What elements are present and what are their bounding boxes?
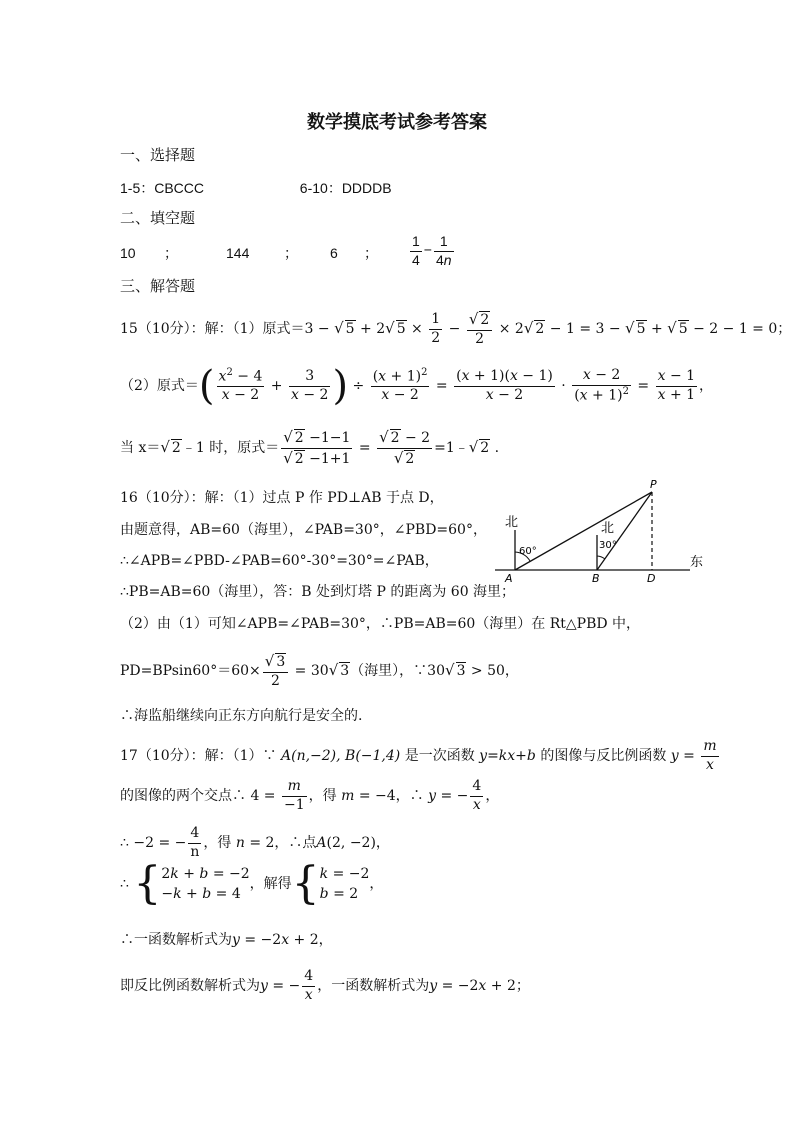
point-label-d: D (647, 572, 656, 585)
q17-inverse-fn: y = $\frac{m}{x}$ (670, 738, 717, 773)
q17-l4-sys2: {k = −2 b = 2， (291, 858, 384, 909)
east-label: 东 (690, 555, 704, 570)
q16-line-3: ∴∠APB=∠PBD-∠PAB=60°-30°=30°=∠PAB， (120, 553, 439, 569)
q17-line-1 (120, 738, 721, 774)
q17-l2-mid: ，得 (308, 788, 337, 804)
q15-formula-3: $\frac{√ 2 -1-1}{√ 2 -1+1}$ = $\frac{√ 2 - 2}{√ 2}$ (283, 428, 431, 467)
q17-points: A(n,−2), B(−1,4) (276, 748, 405, 764)
q15-part3: 当 x＝√ 2﹣1 时，原式＝ $\frac{√ 2 -1-1}{√ 2 -1+1}$ = $\frac{√ 2 - 2}{√ 2}$ =1﹣√ 2 . (120, 428, 500, 467)
q17-line-4 (120, 858, 384, 909)
q16-line-1: 16（10分）：解：（1）过点 P 作 PD⊥AB 于点 D， (120, 490, 444, 506)
q17-line-3 (120, 825, 390, 861)
q17-l1-mid2: 的图像与反比例函数 (540, 748, 667, 764)
fill-sep-2: ； (284, 245, 298, 261)
q15-label: 15（10分）：解：（1）原式＝ (120, 321, 305, 337)
fill-sep-1: ； (164, 245, 178, 261)
q17-l4-sys1: ∴ {2k + b = −2 −k + b = 4 (120, 858, 250, 909)
angle-label-b: 30° (599, 540, 617, 551)
q17-l6-head: 即反比例函数解析式为 (120, 978, 260, 994)
point-label-a: A (505, 572, 513, 585)
fill-answer-4-formula: $\frac{1}{4}$ − $\frac{1}{4n}$ (412, 233, 452, 268)
q17-l6-eq2: y = −2x + 2； (429, 978, 530, 994)
fill-answer-3: 6 (330, 245, 338, 261)
q17-label: 17（10分）：解：（1）∵ (120, 748, 277, 764)
q15-part2 (120, 363, 714, 409)
q17-l2-eq: 4 = $\frac{m}{-1}$ (246, 778, 305, 813)
q17-l2-y: y = − $\frac{4}{x}$ ， (428, 778, 500, 813)
q17-l5-eq: y = −2x + 2， (232, 932, 333, 948)
q15-formula-1: 3 − √ 5 + 2√ 5 × $\frac{1}{2}$ − $\frac{√ 2}{2}$ × 2√ 2 − 1 = 3 − √ 5 + √ 5 − 2 − 1 = 0； (304, 310, 792, 347)
fill-answers-row (120, 233, 540, 277)
q17-line-5 (120, 932, 333, 949)
point-label-b: B (592, 572, 600, 585)
q17-l2-m: m = −4 (341, 788, 396, 804)
q16-line-7: ∴海监船继续向正东方向航行是安全的. (120, 708, 363, 724)
angle-label-a: 60° (519, 546, 537, 557)
q17-l6-eq1: y = − $\frac{4}{x}$ (260, 968, 314, 1003)
point-label-p: P (650, 478, 657, 491)
q17-l2-mid2: ，∴ (395, 788, 424, 804)
angle-arc-b (597, 556, 605, 559)
q16-formula: $\frac{√ 3}{2}$ = 30√ 3 (264, 652, 350, 689)
q16-compare: 30√ 3 > 50， (427, 661, 519, 679)
north-label-b: 北 (601, 521, 615, 536)
q15-part3-end: =1﹣ (434, 440, 469, 456)
section-fill-heading: 二、填空题 (120, 209, 196, 227)
fill-sep-3: ； (364, 245, 378, 261)
q17-l6-mid: ，一函数解析式为 (317, 978, 430, 994)
q17-l3-mid: ，得 (203, 835, 232, 851)
q15-formula-2: ( $\frac{x^2 - 4}{x - 2}$ + $\frac{3}{x - 2}$ ) ÷ $\frac{(x + 1)^2}{x - 2}$ = $\frac{(x + 1)(x - 1)}{x - 2}$ · $\frac{x - 2}{(x + 1)^2}$ = $\frac{x - 1}{x + 1}$ ， (198, 363, 714, 409)
q16-line-5: （2）由（1）可知∠APB=∠PAB=30°，∴PB=AB=60（海里）在 Rt△PBD 中， (120, 616, 641, 632)
north-label-a: 北 (505, 515, 519, 530)
fill-answer-2: 144 (226, 245, 250, 261)
q15-period: . (494, 440, 500, 456)
q17-line-2 (120, 778, 499, 814)
fill-answer-1: 10 (120, 245, 136, 261)
q16-line-2: 由题意得，AB=60（海里），∠PAB=30°，∠PBD=60°， (120, 522, 487, 538)
q17-linear-fn: y=kx+b (474, 748, 541, 764)
q17-l1-mid: 是一次函数 (404, 748, 475, 764)
q17-l4-mid: ，解得 (249, 876, 292, 892)
segment-ap (515, 492, 652, 570)
q15-part3-mid: ﹣1 时，原式＝ (181, 440, 280, 456)
section-solution-heading: 三、解答题 (120, 277, 196, 295)
choice-answers-1-5: 1-5：CBCCC (120, 180, 205, 196)
q17-l3-point: A(2, −2)， (316, 835, 390, 851)
q17-line-6 (120, 968, 530, 1004)
q16-line-6-unit: （海里），∵ (350, 663, 428, 679)
choice-answers-6-10: 6-10：DDDDB (299, 180, 392, 196)
section-choice-heading: 一、选择题 (120, 146, 196, 164)
q16-line-6 (120, 652, 519, 690)
q15-part1 (120, 310, 791, 348)
q16-line-6-head: PD=BPsin60°＝60× (120, 663, 261, 679)
choice-answers-row (120, 180, 392, 197)
q17-l3-eq: ∴ −2 = − $\frac{4}{n}$ (120, 825, 200, 860)
q17-l2-head: 的图像的两个交点∴ (120, 788, 246, 804)
q15-part2-label: （2）原式＝ (120, 378, 199, 394)
q15-part3-label: 当 x＝ (120, 440, 161, 456)
q17-l5-head: ∴一函数解析式为 (120, 932, 232, 948)
page-title: 数学摸底考试参考答案 (307, 112, 487, 133)
q16-line-4: ∴PB=AB=60（海里），答：B 处到灯塔 P 的距离为 60 海里； (120, 584, 516, 600)
q17-l3-n: n = 2 (235, 835, 275, 851)
navigation-figure (495, 478, 710, 588)
q17-l3-mid2: ，∴点 (274, 835, 317, 851)
